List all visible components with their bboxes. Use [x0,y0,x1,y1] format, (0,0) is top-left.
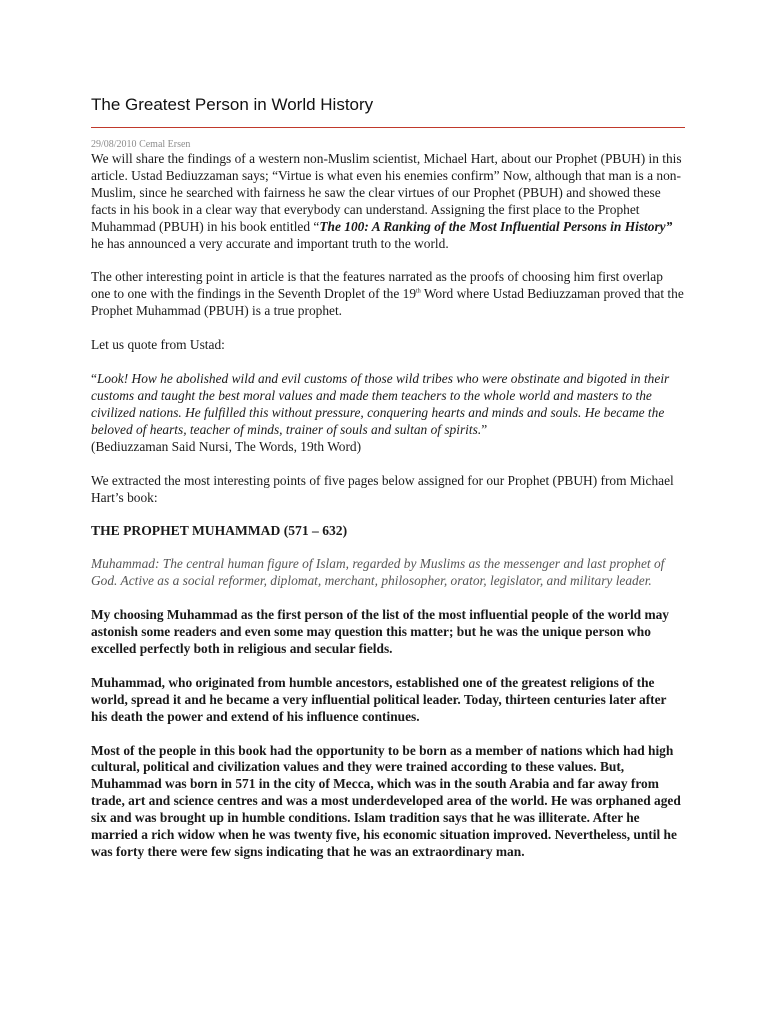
article-body [91,151,685,861]
book-title: The 100: A Ranking of the Most Influential Persons in History” [319,218,673,234]
paragraph-overlap [91,269,685,320]
paragraph-extract-intro: We extracted the most interesting points of five pages below assigned for our Prophet (PBUH) from Michael Hart’s book: [91,472,674,505]
section-heading: THE PROPHET MUHAMMAD (571 – 632) [91,523,348,539]
overlap-text-end: Word where Ustad Bediuzzaman proved that the Prophet Muhammad (PBUH) is a true prophet. [91,286,684,319]
paragraph-bold-1: My choosing Muhammad as the first person of the list of the most influential people of the world may astonish some readers and even some may question this matter; but he was the unique person who excelled perfectly both in religious and secular fields. [91,607,670,656]
article-author: Cemal Ersen [139,139,191,150]
article-date: 29/08/2010 [91,139,137,150]
intro-text: We will share the findings of a western non-Muslim scientist, Michael Hart, about our Prophet (PBUH) in this article. Ustad Bediuzzaman says; “Virtue is what even his enemies confirm” Now, although that man is a non-Muslim, since he searched with fairness he saw the clear virtues of our Prophet (PBUH) and showed these facts in his book in a clear way that everybody can understand. Assigning the first place to the Prophet Muhammad (PBUH) in his book entitled “ [91,151,682,234]
article-meta [91,138,685,151]
paragraph-bold-3: Most of the people in this book had the opportunity to be born as a member of nations which had high cultural, political and civilization values and they were trained according to these values. But, Muhammad was born in 571 in the city of Mecca, which was in the south Arabia and far away from trade, art and science centres and was a most underdeveloped area of the world. He was orphaned aged six and was brought up in humble conditions. Islam tradition says that he was illiterate. After he married a rich widow when he was twenty five, his economic situation improved. Nevertheless, until he was forty there were few signs indicating that he was an extraordinary man. [91,742,681,859]
article [91,94,685,878]
section-summary: Muhammad: The central human figure of Islam, regarded by Muslims as the messenger and last prophet of God. Active as a social reformer, diplomat, merchant, philosopher, orator, legislator, and military leader. [91,556,665,589]
title-divider [91,127,685,128]
article-title: The Greatest Person in World History [91,95,374,114]
quote-source: (Bediuzzaman Said Nursi, The Words, 19th Word) [91,438,362,454]
paragraph-intro [91,151,685,252]
quote-close-mark: ” [481,421,488,437]
intro-text-end: he has announced a very accurate and important truth to the world. [91,235,449,251]
quote-open-mark: “ [91,371,97,387]
paragraph-bold-2: Muhammad, who originated from humble ancestors, established one of the greatest religions of the world, spread it and he became a very influential political leader. Today, thirteen centuries later after his death the power and extend of his influence continues. [91,674,667,724]
overlap-text: The other interesting point in article is that the features narrated as the proofs of choosing him first overlap one to one with the findings in the Seventh Droplet of the 19 [91,269,663,302]
ordinal-suffix: th [416,288,421,295]
paragraph-quote [91,371,685,456]
paragraph-lead-in: Let us quote from Ustad: [91,337,225,353]
quote-text: Look! How he abolished wild and evil customs of those wild tribes who were obstinate and bigoted in their customs and taught the best moral values and made them teachers to the whole world and masters to the civilized nations. He fulfilled this without pressure, conquering hearts and minds and souls. He became the beloved of hearts, teacher of minds, trainer of souls and sultan of spirits. [91,371,670,437]
